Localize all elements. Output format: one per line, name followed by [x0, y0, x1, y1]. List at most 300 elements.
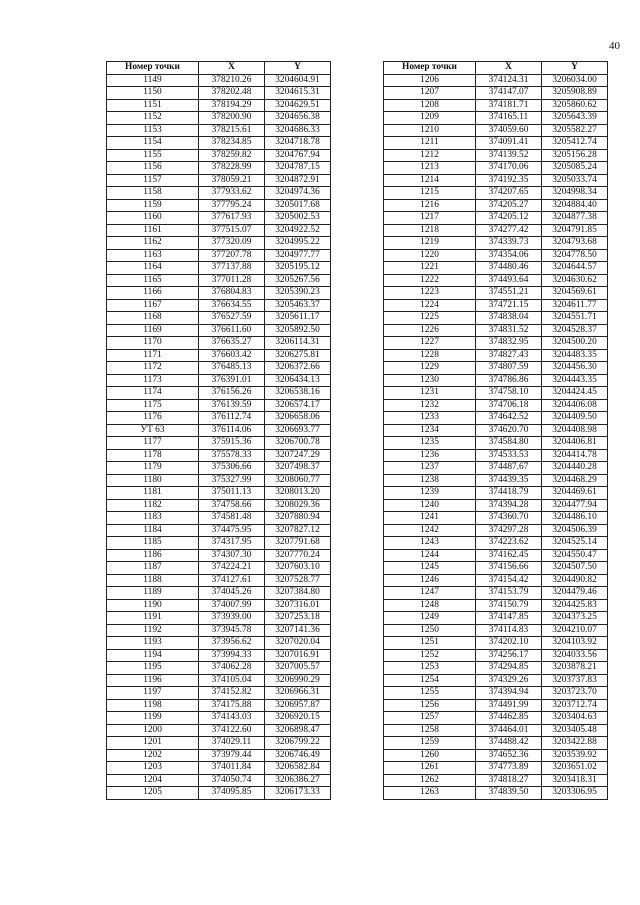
cell-x: 374418.79	[476, 487, 542, 500]
cell-x: 374205.27	[476, 199, 542, 212]
table-row	[107, 387, 331, 400]
cell-point-number: 1218	[384, 224, 476, 237]
cell-point-number: 1216	[384, 199, 476, 212]
table-row	[107, 399, 331, 412]
cell-x: 374317.95	[199, 537, 265, 550]
cell-x: 374706.18	[476, 399, 542, 412]
table-row	[107, 524, 331, 537]
cell-point-number: 1246	[384, 574, 476, 587]
table-row	[384, 399, 608, 412]
cell-point-number: 1175	[107, 399, 199, 412]
cell-point-number: 1172	[107, 362, 199, 375]
cell-x: 373945.78	[199, 624, 265, 637]
cell-x: 374831.52	[476, 324, 542, 337]
cell-point-number: 1188	[107, 574, 199, 587]
cell-x: 377137.88	[199, 262, 265, 275]
cell-x: 375578.33	[199, 449, 265, 462]
cell-point-number: 1256	[384, 699, 476, 712]
cell-point-number: 1193	[107, 637, 199, 650]
cell-point-number: 1251	[384, 637, 476, 650]
cell-x: 374256.17	[476, 649, 542, 662]
cell-x: 374139.52	[476, 149, 542, 162]
cell-x: 377795.24	[199, 199, 265, 212]
cell-y: 3206920.15	[265, 712, 331, 725]
cell-x: 374329.26	[476, 674, 542, 687]
table-row	[384, 749, 608, 762]
cell-point-number: 1185	[107, 537, 199, 550]
cell-y: 3204778.50	[542, 249, 608, 262]
table-row	[107, 162, 331, 175]
cell-x: 374127.61	[199, 574, 265, 587]
cell-y: 3207791.68	[265, 537, 331, 550]
cell-y: 3204977.77	[265, 249, 331, 262]
cell-x: 378259.82	[199, 149, 265, 162]
cell-y: 3205390.23	[265, 287, 331, 300]
cell-point-number: 1225	[384, 312, 476, 325]
cell-y: 3204791.85	[542, 224, 608, 237]
cell-x: 374758.10	[476, 387, 542, 400]
cell-y: 3204210.07	[542, 624, 608, 637]
cell-x: 374162.45	[476, 549, 542, 562]
cell-y: 3206386.27	[265, 774, 331, 787]
cell-x: 377320.09	[199, 237, 265, 250]
table-row	[107, 424, 331, 437]
cell-x: 375915.36	[199, 437, 265, 450]
table-row	[384, 774, 608, 787]
cell-point-number: 1179	[107, 462, 199, 475]
cell-y: 3203651.02	[542, 762, 608, 775]
cell-y: 3204550.47	[542, 549, 608, 562]
cell-point-number: 1171	[107, 349, 199, 362]
cell-point-number: 1187	[107, 562, 199, 575]
cell-point-number: 1219	[384, 237, 476, 250]
cell-x: 374360.70	[476, 512, 542, 525]
cell-y: 3207016.91	[265, 649, 331, 662]
cell-y: 3205611.17	[265, 312, 331, 325]
cell-y: 3204686.33	[265, 124, 331, 137]
cell-x: 374095.85	[199, 787, 265, 800]
cell-y: 3204569.61	[542, 287, 608, 300]
cell-point-number: 1261	[384, 762, 476, 775]
cell-x: 374533.53	[476, 449, 542, 462]
cell-y: 3204406.08	[542, 399, 608, 412]
cell-point-number: 1192	[107, 624, 199, 637]
table-row	[384, 637, 608, 650]
cell-x: 374584.80	[476, 437, 542, 450]
cell-x: 374029.11	[199, 737, 265, 750]
cell-point-number: 1209	[384, 112, 476, 125]
cell-point-number: 1243	[384, 537, 476, 550]
cell-point-number: 1257	[384, 712, 476, 725]
cell-point-number: 1247	[384, 587, 476, 600]
cell-x: 374124.31	[476, 74, 542, 87]
cell-y: 3204456.30	[542, 362, 608, 375]
cell-y: 3204490.82	[542, 574, 608, 587]
table-row	[107, 537, 331, 550]
cell-y: 3204718.78	[265, 137, 331, 150]
cell-y: 3203539.92	[542, 749, 608, 762]
cell-y: 3204500.20	[542, 337, 608, 350]
cell-y: 3207020.04	[265, 637, 331, 650]
cell-point-number: 1212	[384, 149, 476, 162]
cell-x: 378059.21	[199, 174, 265, 187]
table-row	[107, 199, 331, 212]
table-row	[107, 462, 331, 475]
cell-point-number: 1238	[384, 474, 476, 487]
table-row	[384, 737, 608, 750]
table-row	[384, 599, 608, 612]
cell-x: 376804.83	[199, 287, 265, 300]
cell-point-number: 1167	[107, 299, 199, 312]
cell-point-number: 1166	[107, 287, 199, 300]
cell-point-number: 1176	[107, 412, 199, 425]
cell-x: 374462.85	[476, 712, 542, 725]
cell-point-number: 1149	[107, 74, 199, 87]
cell-x: 377617.93	[199, 212, 265, 225]
cell-y: 3204656.38	[265, 112, 331, 125]
cell-x: 378234.85	[199, 137, 265, 150]
cell-point-number: 1153	[107, 124, 199, 137]
table-row	[384, 74, 608, 87]
table-row	[107, 662, 331, 675]
cell-y: 3207253.18	[265, 612, 331, 625]
cell-y: 3207005.57	[265, 662, 331, 675]
cell-y: 3206693.77	[265, 424, 331, 437]
cell-y: 3204974.36	[265, 187, 331, 200]
cell-x: 375011.13	[199, 487, 265, 500]
column-header-point: Номер точки	[107, 62, 199, 75]
cell-point-number: 1191	[107, 612, 199, 625]
cell-point-number: 1154	[107, 137, 199, 150]
cell-point-number: 1229	[384, 362, 476, 375]
cell-x: 378200.90	[199, 112, 265, 125]
cell-y: 3203878.21	[542, 662, 608, 675]
cell-x: 377515.07	[199, 224, 265, 237]
cell-point-number: 1228	[384, 349, 476, 362]
table-row	[107, 349, 331, 362]
cell-y: 3204103.92	[542, 637, 608, 650]
cell-x: 374839.50	[476, 787, 542, 800]
table-row	[107, 437, 331, 450]
cell-x: 378228.99	[199, 162, 265, 175]
cell-point-number: 1213	[384, 162, 476, 175]
cell-x: 376603.42	[199, 349, 265, 362]
cell-point-number: 1232	[384, 399, 476, 412]
cell-y: 3203418.31	[542, 774, 608, 787]
table-row	[107, 787, 331, 800]
cell-y: 3203405.48	[542, 724, 608, 737]
table-row	[107, 749, 331, 762]
table-row	[384, 324, 608, 337]
cell-point-number: 1184	[107, 524, 199, 537]
cell-x: 374154.42	[476, 574, 542, 587]
table-row	[107, 299, 331, 312]
table-row	[107, 124, 331, 137]
table-row	[384, 287, 608, 300]
table-row	[384, 762, 608, 775]
cell-x: 374192.35	[476, 174, 542, 187]
cell-x: 374011.84	[199, 762, 265, 775]
cell-y: 3206372.66	[265, 362, 331, 375]
table-row	[107, 499, 331, 512]
table-row	[107, 87, 331, 100]
cell-point-number: 1177	[107, 437, 199, 450]
table-row	[384, 149, 608, 162]
cell-x: 378210.26	[199, 74, 265, 87]
cell-x: 374464.01	[476, 724, 542, 737]
cell-point-number: 1214	[384, 174, 476, 187]
cell-point-number: 1231	[384, 387, 476, 400]
table-row	[107, 324, 331, 337]
cell-point-number: 1150	[107, 87, 199, 100]
cell-y: 3204604.91	[265, 74, 331, 87]
cell-y: 3205033.74	[542, 174, 608, 187]
cell-y: 3204922.52	[265, 224, 331, 237]
cell-x: 374277.42	[476, 224, 542, 237]
cell-x: 374059.60	[476, 124, 542, 137]
cell-x: 373994.33	[199, 649, 265, 662]
table-row	[384, 674, 608, 687]
cell-x: 374354.06	[476, 249, 542, 262]
cell-point-number: 1197	[107, 687, 199, 700]
cell-y: 3206034.00	[542, 74, 608, 87]
table-row	[107, 649, 331, 662]
table-row	[384, 487, 608, 500]
table-row	[384, 649, 608, 662]
cell-point-number: 1169	[107, 324, 199, 337]
cell-y: 3206658.06	[265, 412, 331, 425]
cell-point-number: 1170	[107, 337, 199, 350]
table-row	[384, 262, 608, 275]
cell-point-number: 1152	[107, 112, 199, 125]
cell-x: 374122.60	[199, 724, 265, 737]
cell-x: 376611.60	[199, 324, 265, 337]
cell-point-number: 1180	[107, 474, 199, 487]
cell-point-number: 1210	[384, 124, 476, 137]
cell-point-number: 1242	[384, 524, 476, 537]
table-row	[384, 612, 608, 625]
table-row	[107, 562, 331, 575]
cell-x: 377011.28	[199, 274, 265, 287]
cell-point-number: 1259	[384, 737, 476, 750]
table-row	[384, 387, 608, 400]
cell-point-number: 1226	[384, 324, 476, 337]
cell-y: 3203723.70	[542, 687, 608, 700]
cell-x: 376139.59	[199, 399, 265, 412]
cell-y: 3206173.33	[265, 787, 331, 800]
cell-point-number: 1199	[107, 712, 199, 725]
cell-point-number: 1156	[107, 162, 199, 175]
cell-x: 374152.82	[199, 687, 265, 700]
cell-y: 3205195.12	[265, 262, 331, 275]
table-row	[384, 349, 608, 362]
cell-y: 3204414.78	[542, 449, 608, 462]
cell-x: 374114.83	[476, 624, 542, 637]
table-row	[384, 199, 608, 212]
table-row	[107, 137, 331, 150]
cell-y: 3208029.36	[265, 499, 331, 512]
cell-x: 374294.85	[476, 662, 542, 675]
table-row	[107, 674, 331, 687]
cell-y: 3204611.77	[542, 299, 608, 312]
cell-point-number: 1151	[107, 99, 199, 112]
cell-x: 374818.27	[476, 774, 542, 787]
cell-x: 374147.07	[476, 87, 542, 100]
cell-x: 374050.74	[199, 774, 265, 787]
table-row	[384, 524, 608, 537]
cell-point-number: 1211	[384, 137, 476, 150]
cell-x: 376156.26	[199, 387, 265, 400]
cell-point-number: 1220	[384, 249, 476, 262]
cell-y: 3206114.31	[265, 337, 331, 350]
cell-y: 3205002.53	[265, 212, 331, 225]
cell-point-number: 1240	[384, 499, 476, 512]
cell-y: 3203737.83	[542, 674, 608, 687]
cell-y: 3207141.36	[265, 624, 331, 637]
table-row	[107, 337, 331, 350]
cell-x: 374493.64	[476, 274, 542, 287]
cell-y: 3204479.46	[542, 587, 608, 600]
cell-point-number: 1249	[384, 612, 476, 625]
cell-x: 375327.99	[199, 474, 265, 487]
table-row	[384, 512, 608, 525]
cell-y: 3204033.56	[542, 649, 608, 662]
cell-y: 3205156.28	[542, 149, 608, 162]
cell-point-number: 1234	[384, 424, 476, 437]
cell-point-number: 1165	[107, 274, 199, 287]
cell-y: 3205892.50	[265, 324, 331, 337]
table-row	[107, 549, 331, 562]
table-row	[384, 224, 608, 237]
cell-x: 374480.46	[476, 262, 542, 275]
table-row	[384, 424, 608, 437]
table-row	[384, 449, 608, 462]
cell-y: 3208060.77	[265, 474, 331, 487]
table-row	[107, 724, 331, 737]
cell-y: 3204998.34	[542, 187, 608, 200]
table-row	[384, 662, 608, 675]
cell-y: 3205908.89	[542, 87, 608, 100]
cell-y: 3204440.28	[542, 462, 608, 475]
cell-point-number: 1186	[107, 549, 199, 562]
cell-y: 3204409.50	[542, 412, 608, 425]
table-row	[107, 412, 331, 425]
cell-point-number: УТ 63	[107, 424, 199, 437]
table-row	[384, 112, 608, 125]
column-header-x: X	[199, 62, 265, 75]
cell-x: 378202.48	[199, 87, 265, 100]
coordinates-table-left	[106, 61, 331, 800]
cell-x: 374620.70	[476, 424, 542, 437]
cell-point-number: 1155	[107, 149, 199, 162]
cell-y: 3204373.25	[542, 612, 608, 625]
cell-y: 3204615.31	[265, 87, 331, 100]
cell-y: 3207247.29	[265, 449, 331, 462]
cell-x: 374642.52	[476, 412, 542, 425]
page-number: 40	[609, 40, 620, 52]
cell-x: 374832.95	[476, 337, 542, 350]
cell-x: 374091.41	[476, 137, 542, 150]
cell-y: 3206799.22	[265, 737, 331, 750]
cell-y: 3204877.38	[542, 212, 608, 225]
table-row	[384, 99, 608, 112]
table-row	[384, 412, 608, 425]
table-row	[107, 274, 331, 287]
cell-x: 374297.28	[476, 524, 542, 537]
cell-x: 374105.04	[199, 674, 265, 687]
cell-point-number: 1189	[107, 587, 199, 600]
cell-x: 374223.62	[476, 537, 542, 550]
table-row	[107, 449, 331, 462]
column-header-x: X	[476, 62, 542, 75]
table-row	[384, 87, 608, 100]
cell-point-number: 1182	[107, 499, 199, 512]
table-row	[384, 562, 608, 575]
cell-point-number: 1160	[107, 212, 199, 225]
table-row	[384, 462, 608, 475]
cell-x: 377207.78	[199, 249, 265, 262]
cell-point-number: 1230	[384, 374, 476, 387]
cell-y: 3204443.35	[542, 374, 608, 387]
cell-y: 3204528.37	[542, 324, 608, 337]
cell-y: 3205412.74	[542, 137, 608, 150]
cell-x: 374475.95	[199, 524, 265, 537]
cell-point-number: 1198	[107, 699, 199, 712]
cell-y: 3205643.39	[542, 112, 608, 125]
cell-y: 3204767.94	[265, 149, 331, 162]
cell-x: 374165.11	[476, 112, 542, 125]
cell-y: 3203306.95	[542, 787, 608, 800]
cell-x: 378215.61	[199, 124, 265, 137]
cell-y: 3206957.87	[265, 699, 331, 712]
cell-y: 3207316.01	[265, 599, 331, 612]
cell-point-number: 1168	[107, 312, 199, 325]
column-header-y: Y	[542, 62, 608, 75]
table-row	[107, 362, 331, 375]
cell-point-number: 1202	[107, 749, 199, 762]
table-row	[384, 212, 608, 225]
cell-y: 3203404.63	[542, 712, 608, 725]
table-row	[107, 574, 331, 587]
cell-point-number: 1174	[107, 387, 199, 400]
cell-x: 374307.30	[199, 549, 265, 562]
cell-x: 374773.89	[476, 762, 542, 775]
cell-x: 377933.62	[199, 187, 265, 200]
table-header-row	[107, 62, 331, 75]
table-row	[107, 262, 331, 275]
cell-x: 374207.65	[476, 187, 542, 200]
table-row	[384, 699, 608, 712]
cell-point-number: 1260	[384, 749, 476, 762]
table-row	[107, 762, 331, 775]
cell-y: 3204884.40	[542, 199, 608, 212]
cell-point-number: 1195	[107, 662, 199, 675]
table-row	[107, 774, 331, 787]
table-row	[107, 512, 331, 525]
cell-y: 3207384.80	[265, 587, 331, 600]
cell-y: 3206746.49	[265, 749, 331, 762]
cell-point-number: 1205	[107, 787, 199, 800]
cell-point-number: 1245	[384, 562, 476, 575]
table-row	[384, 549, 608, 562]
table-row	[107, 99, 331, 112]
cell-x: 374175.88	[199, 699, 265, 712]
table-row	[384, 299, 608, 312]
cell-point-number: 1208	[384, 99, 476, 112]
cell-point-number: 1215	[384, 187, 476, 200]
cell-y: 3204477.94	[542, 499, 608, 512]
table-row	[384, 574, 608, 587]
